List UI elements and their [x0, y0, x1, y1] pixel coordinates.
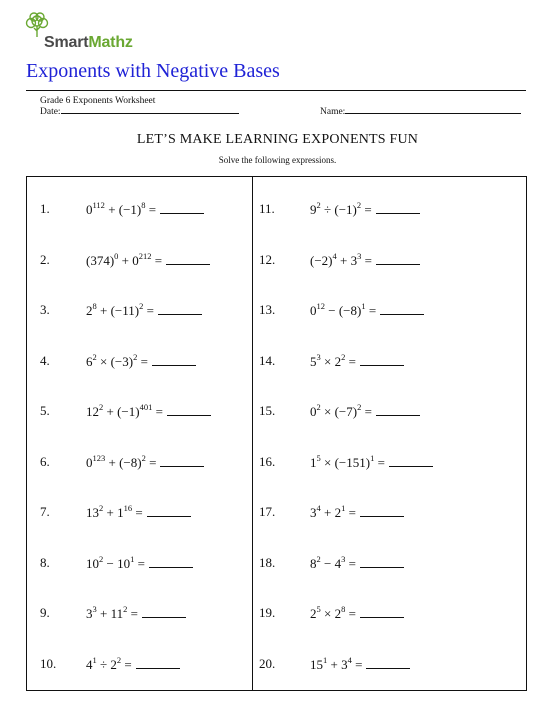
- problem-item: [259, 656, 489, 676]
- problem-expression: $13^2 + 1^{16}$ =: [86, 504, 191, 521]
- problem-expression: $2^5 \times 2^8$ =: [310, 605, 404, 622]
- problem-expression: $12^2 + (-1)^{401}$ =: [86, 403, 211, 420]
- answer-blank[interactable]: [147, 504, 191, 517]
- problem-expression: $10^2 - 10^1$ =: [86, 555, 193, 572]
- problem-expression: $5^3 \times 2^2$ =: [310, 353, 404, 370]
- problem-item: [40, 252, 270, 272]
- problem-item: [259, 504, 489, 524]
- problem-item: [40, 605, 270, 625]
- problem-item: [40, 403, 270, 423]
- problem-number: 8.: [40, 554, 50, 570]
- answer-blank[interactable]: [136, 656, 180, 669]
- brand-name: [44, 34, 133, 52]
- problem-expression: $6^2 \times (-3)^2$ =: [86, 353, 196, 370]
- answer-blank[interactable]: [160, 201, 204, 214]
- problem-number: 4.: [40, 352, 50, 368]
- problem-expression: $4^1 \div 2^2$ =: [86, 656, 180, 673]
- smartmathz-logo: [22, 10, 162, 56]
- answer-blank[interactable]: [380, 302, 424, 315]
- problem-number: 19.: [259, 605, 276, 620]
- worksheet-title: Exponents with Negative Bases: [26, 60, 280, 82]
- problem-number: 3.: [40, 302, 50, 317]
- answer-blank[interactable]: [149, 555, 193, 568]
- problem-expression: $3^3 + 11^2$ =: [86, 605, 186, 622]
- answer-blank[interactable]: [160, 454, 204, 467]
- problem-number: 17.: [259, 504, 276, 519]
- problem-expression: $8^2 - 4^3$ =: [310, 555, 404, 572]
- problem-number: 1.: [40, 201, 50, 216]
- problem-expression: $0^{12} - (-8)^1$ =: [310, 302, 424, 319]
- problem-item: [259, 403, 489, 423]
- problem-item: [40, 504, 270, 524]
- answer-blank[interactable]: [389, 454, 433, 467]
- problem-item: [259, 555, 489, 575]
- problem-number: 18.: [259, 554, 276, 570]
- problem-number: 5.: [40, 403, 50, 418]
- problem-number: 11.: [259, 201, 275, 216]
- problem-item: [40, 201, 270, 221]
- problem-number: 16.: [259, 453, 276, 469]
- brand-name-mathz: Mathz: [88, 34, 133, 51]
- answer-blank[interactable]: [360, 555, 404, 568]
- answer-blank[interactable]: [360, 504, 404, 517]
- problem-number: 14.: [259, 352, 276, 368]
- problem-expression: $15^1 + 3^4$ =: [310, 656, 410, 673]
- name-field: [320, 107, 521, 117]
- answer-blank[interactable]: [376, 252, 420, 265]
- answer-blank[interactable]: [360, 605, 404, 618]
- problem-expression: $(374)^0 + 0^{212}$ =: [86, 252, 210, 269]
- date-label: Date:: [40, 107, 61, 117]
- problem-number: 15.: [259, 403, 276, 418]
- brand-name-smart: Smart: [44, 34, 89, 51]
- problem-item: [40, 353, 270, 373]
- problem-item: [40, 302, 270, 322]
- problem-item: [259, 201, 489, 221]
- answer-blank[interactable]: [366, 656, 410, 669]
- problem-expression: $0^{123} + (-8)^2$ =: [86, 454, 204, 471]
- title-rule: [26, 90, 526, 91]
- problem-expression: $0^2 \times (-7)^2$ =: [310, 403, 420, 420]
- answer-blank[interactable]: [360, 353, 404, 366]
- problem-number: 13.: [259, 302, 276, 317]
- answer-blank[interactable]: [166, 252, 210, 265]
- date-blank: [61, 113, 239, 114]
- name-blank: [345, 113, 521, 114]
- problem-number: 6.: [40, 453, 50, 469]
- problem-expression: $(-2)^4 + 3^3$ =: [310, 252, 420, 269]
- problem-number: 10.: [40, 655, 57, 671]
- problem-item: [259, 252, 489, 272]
- problem-number: 12.: [259, 251, 276, 267]
- problem-item: [40, 555, 270, 575]
- instruction-text: Solve the following expressions.: [218, 155, 337, 165]
- answer-blank[interactable]: [376, 403, 420, 416]
- problem-number: 9.: [40, 605, 50, 620]
- problem-item: [259, 302, 489, 322]
- name-label: Name:: [320, 107, 346, 117]
- problem-item: [259, 605, 489, 625]
- problem-number: 20.: [259, 655, 276, 671]
- answer-blank[interactable]: [376, 201, 420, 214]
- problem-expression: $1^5 \times (-151)^1$ =: [310, 454, 433, 471]
- date-field: [40, 107, 239, 117]
- answer-blank[interactable]: [158, 302, 202, 315]
- problem-item: [40, 454, 270, 474]
- problem-number: 7.: [40, 504, 50, 519]
- problem-expression: $9^2 \div (-1)^2$ =: [310, 201, 420, 218]
- problem-number: 2.: [40, 251, 50, 267]
- answer-blank[interactable]: [167, 403, 211, 416]
- worksheet-heading: LET’S MAKE LEARNING EXPONENTS FUN: [136, 132, 419, 147]
- problem-item: [259, 353, 489, 373]
- grade-label: Grade 6 Exponents Worksheet: [40, 96, 156, 106]
- problem-item: [259, 454, 489, 474]
- problem-item: [40, 656, 270, 676]
- answer-blank[interactable]: [142, 605, 186, 618]
- problem-expression: $2^8 + (-11)^2$ =: [86, 302, 202, 319]
- answer-blank[interactable]: [152, 353, 196, 366]
- problem-expression: $3^4 + 2^1$ =: [310, 504, 404, 521]
- problem-expression: $0^{112} + (-1)^8$ =: [86, 201, 204, 218]
